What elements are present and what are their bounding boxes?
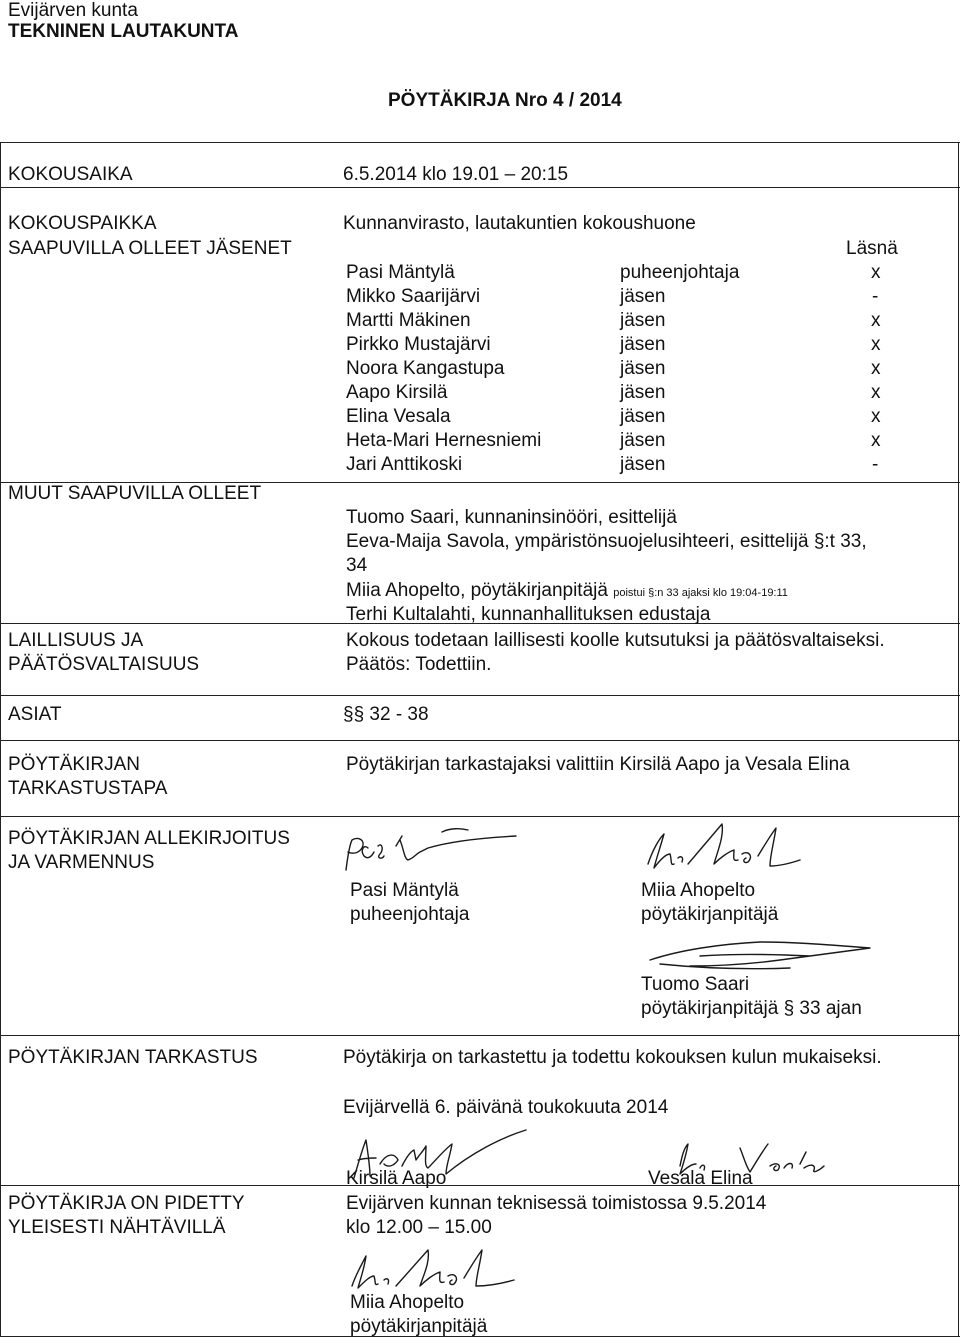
member-present: x: [871, 430, 881, 451]
member-present: x: [871, 382, 881, 403]
member-name: Heta-Mari Hernesniemi: [346, 430, 542, 451]
member-role: jäsen: [620, 358, 666, 379]
member-role: jäsen: [620, 430, 666, 451]
member-name: Martti Mäkinen: [346, 310, 471, 331]
member-present: x: [871, 310, 881, 331]
member-present: x: [871, 406, 881, 427]
inspection-method-text: Pöytäkirjan tarkastajaksi valittiin Kirsilä Aapo ja Vesala Elina: [346, 754, 850, 775]
inspector1-name: Kirsilä Aapo: [346, 1168, 447, 1189]
inspector2-name: Vesala Elina: [648, 1168, 753, 1189]
signatures-label-2: JA VARMENNUS: [8, 852, 155, 873]
public-display-label: PÖYTÄKIRJA ON PIDETTY: [8, 1193, 245, 1214]
secretary-attendee: Miia Ahopelto, pöytäkirjanpitäjä: [346, 580, 608, 601]
substitute-role: pöytäkirjanpitäjä § 33 ajan: [641, 998, 862, 1019]
meeting-time-label: KOKOUSAIKA: [8, 164, 133, 185]
display-signer-role: pöytäkirjanpitäjä: [350, 1316, 488, 1337]
present-header: Läsnä: [846, 238, 898, 259]
meeting-place-value: Kunnanvirasto, lautakuntien kokoushuone: [343, 213, 696, 234]
chair-role: puheenjohtaja: [350, 904, 470, 925]
member-name: Pasi Mäntylä: [346, 262, 455, 283]
display-signer-name: Miia Ahopelto: [350, 1292, 465, 1313]
inspection-method-label-2: TARKASTUSTAPA: [8, 778, 168, 799]
border-right: [958, 142, 959, 1337]
legality-statement: Kokous todetaan laillisesti koolle kutsutuksi ja päätösvaltaiseksi.: [346, 630, 885, 651]
substitute-name: Tuomo Saari: [641, 974, 750, 995]
items-label: ASIAT: [8, 704, 62, 725]
member-role: jäsen: [620, 382, 666, 403]
member-name: Jari Anttikoski: [346, 454, 463, 475]
member-name: Pirkko Mustajärvi: [346, 334, 491, 355]
inspection-text: Pöytäkirja on tarkastettu ja todettu kokouksen kulun mukaiseksi.: [343, 1047, 882, 1068]
member-present: x: [871, 262, 881, 283]
legality-decision: Päätös: Todettiin.: [346, 654, 492, 675]
member-present: x: [871, 358, 881, 379]
member-name: Elina Vesala: [346, 406, 451, 427]
member-present: -: [872, 286, 879, 307]
member-role: jäsen: [620, 334, 666, 355]
document-title: PÖYTÄKIRJA Nro 4 / 2014: [388, 90, 622, 111]
secretary-signature: [630, 816, 820, 886]
board-name: TEKNINEN LAUTAKUNTA: [8, 21, 239, 42]
meeting-place-label: KOKOUSPAIKKA: [8, 213, 157, 234]
public-display-time: klo 12.00 – 15.00: [346, 1217, 492, 1238]
rule-after-legality: [0, 695, 960, 696]
meeting-time-value: 6.5.2014 klo 19.01 – 20:15: [343, 164, 569, 185]
member-role: jäsen: [620, 286, 666, 307]
signatures-label: PÖYTÄKIRJAN ALLEKIRJOITUS: [8, 828, 290, 849]
other-attendee-cont: 34: [346, 555, 368, 576]
legality-label-2: PÄÄTÖSVALTAISUUS: [8, 654, 200, 675]
member-role: jäsen: [620, 406, 666, 427]
items-range: §§ 32 - 38: [343, 704, 429, 725]
substitute-signature: [640, 934, 900, 974]
member-present: x: [871, 334, 881, 355]
rule-after-time: [0, 187, 960, 188]
secretary-absence-note: poistui §:n 33 ajaksi klo 19:04-19:11: [613, 587, 788, 599]
other-attendee: Terhi Kultalahti, kunnanhallituksen edustaja: [346, 604, 711, 625]
inspection-place-date: Evijärvellä 6. päivänä toukokuuta 2014: [343, 1097, 669, 1118]
border-left: [0, 142, 1, 1337]
member-name: Noora Kangastupa: [346, 358, 505, 379]
public-display-place: Evijärven kunnan teknisessä toimistossa 9.5.2014: [346, 1193, 767, 1214]
inspection-label: PÖYTÄKIRJAN TARKASTUS: [8, 1047, 258, 1068]
other-attendee: Tuomo Saari, kunnaninsinööri, esittelijä: [346, 507, 677, 528]
chair-name: Pasi Mäntylä: [350, 880, 459, 901]
members-label: SAAPUVILLA OLLEET JÄSENET: [8, 238, 292, 259]
member-name: Aapo Kirsilä: [346, 382, 448, 403]
other-attendee: [346, 580, 788, 604]
legality-label: LAILLISUUS JA: [8, 630, 144, 651]
secretary-name: Miia Ahopelto: [641, 880, 756, 901]
member-role: jäsen: [620, 454, 666, 475]
display-signer-signature: [338, 1242, 528, 1292]
secretary-role: pöytäkirjanpitäjä: [641, 904, 779, 925]
member-present: -: [872, 454, 879, 475]
inspection-method-label: PÖYTÄKIRJAN: [8, 754, 140, 775]
others-label: MUUT SAAPUVILLA OLLEET: [8, 483, 262, 504]
rule-after-items: [0, 740, 960, 741]
municipality-name: Evijärven kunta: [8, 0, 138, 21]
public-display-label-2: YLEISESTI NÄHTÄVILLÄ: [8, 1217, 226, 1238]
member-name: Mikko Saarijärvi: [346, 286, 481, 307]
rule-top: [0, 142, 960, 143]
other-attendee: Eeva-Maija Savola, ympäristönsuojelusihteeri, esittelijä §:t 33,: [346, 531, 867, 552]
chair-signature: [338, 822, 548, 882]
member-role: jäsen: [620, 310, 666, 331]
member-role: puheenjohtaja: [620, 262, 740, 283]
rule-after-inspection: [0, 1185, 960, 1186]
rule-after-signatures: [0, 1035, 960, 1036]
